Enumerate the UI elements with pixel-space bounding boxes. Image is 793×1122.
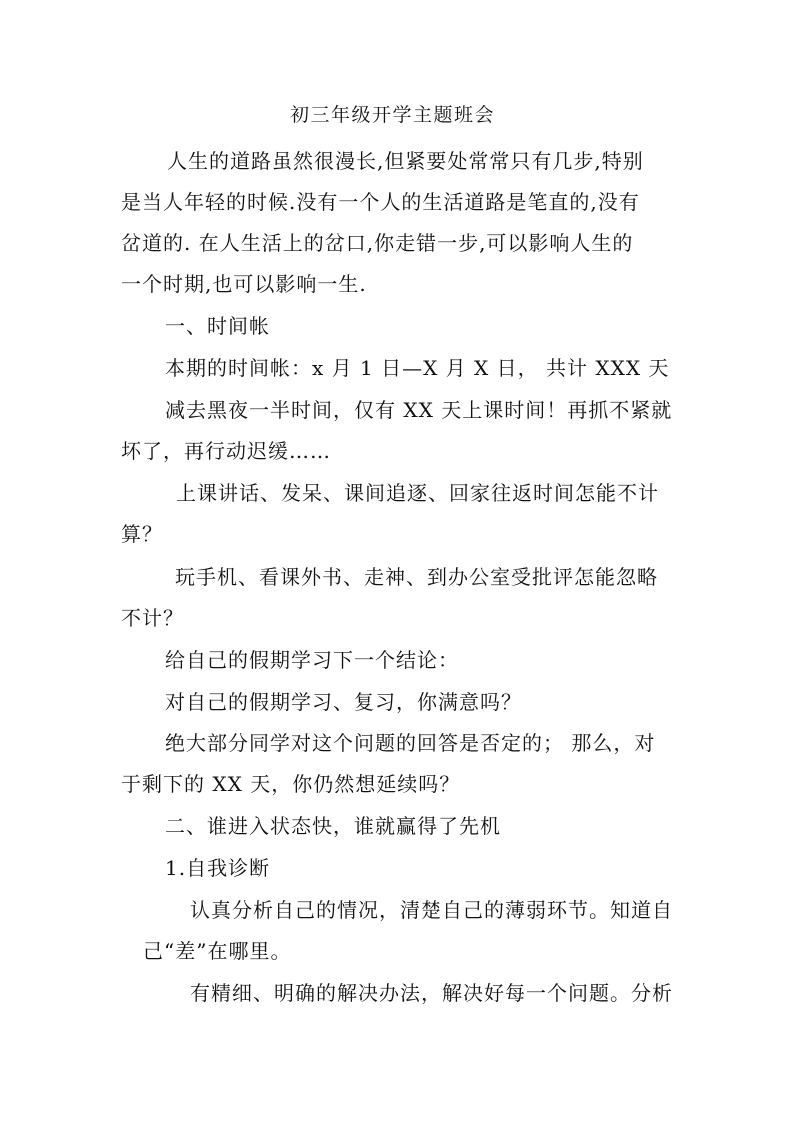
intro-line-4: 一个时期,也可以影响一生. [121, 272, 367, 296]
phone-line-1: 玩手机、看课外书、走神、到办公室受批评怎能忽略 [175, 565, 658, 589]
phone-line-2: 不计？ [121, 606, 184, 630]
subtract-line-2: 坏了，再行动迟缓…… [121, 439, 331, 463]
conclusion-line: 给自己的假期学习下一个结论： [165, 648, 459, 672]
section-2-subheading: 1.自我诊断 [165, 856, 271, 880]
question-line: 对自己的假期学习、复习，你满意吗？ [165, 690, 522, 714]
majority-line-2: 于剩下的 XX 天，你仍然想延续吗？ [121, 772, 461, 796]
intro-line-2: 是当人年轻的时候.没有一个人的生活道路是笔直的,没有 [121, 190, 640, 214]
method-line: 有精细、明确的解决办法，解决好每一个问题。分析 [190, 981, 673, 1005]
document-title: 初三年级开学主题班会 [290, 104, 496, 126]
subtract-line-1: 减去黑夜一半时间，仅有 XX 天上课时间！再抓不紧就 [165, 398, 673, 422]
intro-line-1: 人生的道路虽然很漫长,但紧要处常常只有几步,特别 [167, 149, 644, 173]
time-ledger-line: 本期的时间帐：x 月 1 日—X 月 X 日， 共计 XXX 天 [165, 356, 670, 380]
talk-line-1: 上课讲话、发呆、课间追逐、回家往返时间怎能不计 [176, 481, 659, 505]
analyze-line-2: 己“差”在哪里。 [143, 939, 292, 963]
intro-line-3: 岔道的. 在人生活上的岔口,你走错一步,可以影响人生的 [121, 231, 634, 255]
section-1-heading: 一、时间帐 [165, 314, 270, 338]
talk-line-2: 算？ [121, 522, 163, 546]
analyze-line-1: 认真分析自己的情况，清楚自己的薄弱环节。知道自 [190, 898, 673, 922]
majority-line-1: 绝大部分同学对这个问题的回答是否定的； 那么，对 [165, 731, 656, 755]
section-2-heading: 二、谁进入状态快，谁就赢得了先机 [165, 814, 501, 838]
